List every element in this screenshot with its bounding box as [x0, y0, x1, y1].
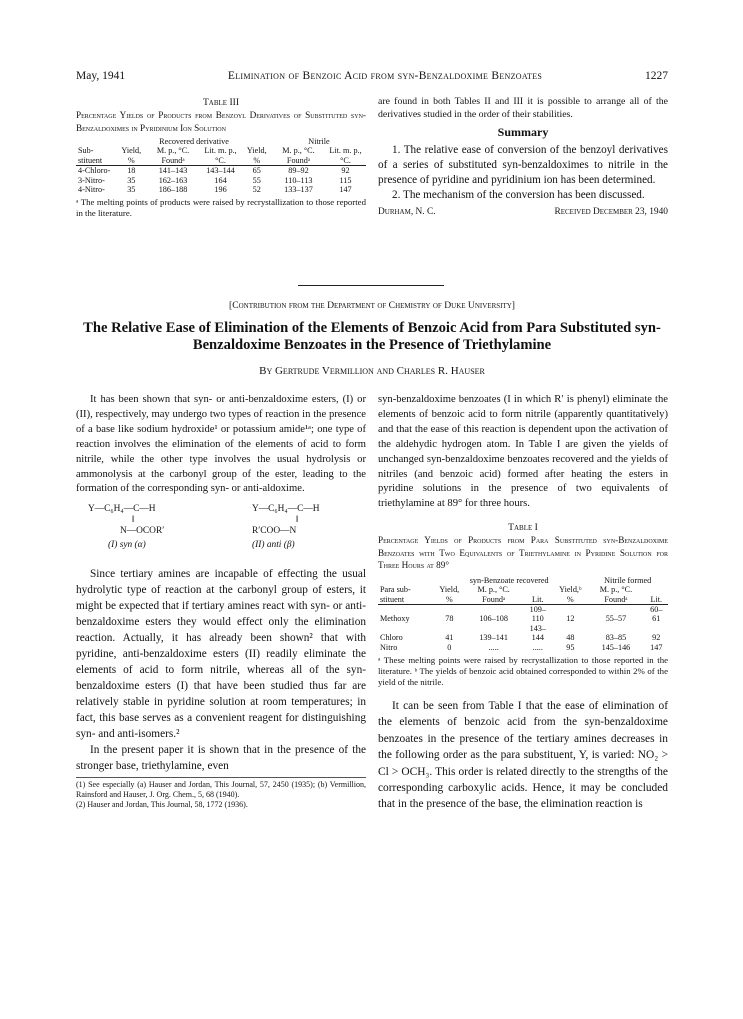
table-cell: 55	[252, 175, 261, 185]
formula-i-top: Y—C₆H₄—C—H	[88, 504, 156, 515]
table-i-col-header: M. p., °C. Foundᵃ	[465, 585, 522, 604]
table-cell: 35	[127, 175, 136, 185]
table-i-col-header: Lit.	[522, 585, 553, 604]
table-cell: 147	[650, 642, 663, 652]
signoff-place: Durham, N. C.	[378, 206, 436, 217]
table-i-footnote: ᵃ These melting points were raised by recrystallization to those reported in the literature. ᵇ The yields of benzoic acid obtained corresponded to within 2% of the yield of the nitrile.	[378, 655, 668, 687]
table-cell: 4-Chloro-	[78, 166, 111, 176]
table-iii-group-nitrile: Nitrile	[308, 137, 330, 146]
table-cell: 52	[252, 185, 261, 195]
table-i-col-header: Yield, %	[434, 585, 466, 604]
table-cell: 18	[127, 166, 136, 176]
summary-item: 2. The mechanism of the conversion has been discussed.	[392, 188, 645, 201]
table-row	[378, 604, 668, 623]
formula-ii-label: (II) anti (β)	[252, 540, 295, 551]
table-cell: 92	[652, 633, 661, 643]
table-cell: 48	[566, 633, 575, 643]
table-cell: 109–110	[529, 604, 546, 624]
table-cell: 89–92	[288, 166, 309, 176]
table-iii-caption: Table III	[202, 97, 240, 108]
table-cell: 196	[214, 185, 227, 195]
table-cell: 41	[445, 633, 454, 643]
table-i-group-recovered: syn-Benzoate recovered	[469, 575, 549, 585]
table-cell: 162–163	[158, 175, 188, 185]
table-iii-col-header: Sub-stituent	[76, 146, 116, 165]
table-cell: 143–144	[206, 166, 235, 176]
table-i-col-header: Lit.	[645, 585, 668, 604]
page-header	[76, 70, 668, 82]
table-cell: 147	[339, 185, 352, 195]
table-iii	[76, 137, 366, 194]
table-cell: 65	[252, 166, 261, 176]
summary-heading: Summary	[497, 125, 549, 139]
footnote: (1) See especially (a) Hauser and Jordan, This Journal, 57, 2450 (1935); (b) Vermillion, Rainsford and Hauser, J. Org. Chem., 5, 68 (1940).	[76, 780, 366, 799]
body-paragraph: In the present paper it is shown that in the presence of the stronger base, triethylamine, even	[76, 744, 366, 773]
table-i-group-nitrile: Nitrile formed	[604, 575, 652, 585]
right-column	[378, 393, 668, 813]
table-cell: .....	[532, 642, 543, 652]
table-cell: 78	[445, 614, 454, 624]
formula-ii-top: Y—C₆H₄—C—H	[252, 504, 320, 515]
table-cell: 106–108	[479, 614, 508, 624]
table-cell: 12	[566, 614, 575, 624]
body-paragraph: It has been shown that syn- or anti-benzaldoxime esters, (I) or (II), respectively, may undergo two types of reaction in the presence of a base like sodium hydroxide¹ or potassium amide¹ᵃ; one type of reaction involves the elimination of the elements of acid to form nitrile, while the other type involves the usual hydrolysis or ammonolysis at the carbonyl group of the ester, leading to the formation of the corresponding syn- or anti-aldoxime.	[76, 394, 366, 495]
table-i	[378, 576, 668, 652]
header-running-title: Elimination of Benzoic Acid from syn-Benzaldoxime Benzoates	[227, 70, 543, 82]
table-cell: 145–146	[601, 642, 631, 652]
formula-i-bond: ‖	[132, 515, 135, 526]
table-i-col-header: Yield,ᵇ %	[553, 585, 587, 604]
table-iii-col-header: Yield, %	[116, 146, 146, 165]
table-cell: 83–85	[605, 633, 627, 643]
table-iii-col-header: Lit. m. p., °C.	[200, 146, 242, 165]
left-column	[76, 393, 366, 809]
table-cell: 141–143	[158, 166, 188, 176]
table-cell: 186–188	[158, 185, 188, 195]
table-cell: 3-Nitro-	[78, 175, 105, 185]
article-title: The Relative Ease of Elimination of the Elements of Benzoic Acid from Para Substituted syn-Benzaldoxime Benzoates in the Presence of Triethylamine	[83, 320, 661, 353]
body-paragraph: syn-benzaldoxime benzoates (I in which R′ is phenyl) eliminate the elements of benzoic acid to form nitrile (apparently quantitatively) and that the ease of this reaction is dependent upon the activation of the aldehydic hydrogen atom. In Table I are given the yields of unchanged syn-benzaldoxime benzoates recovered and the yields of nitriles (and benzoic acid) formed after heating the esters in pyridine solutions in the presence of two equivalents of triethylamine at 89° for three hours.	[378, 394, 668, 510]
footnote: (2) Hauser and Jordan, This Journal, 58, 1772 (1936).	[76, 799, 248, 809]
table-cell: Nitro	[380, 642, 398, 652]
table-cell: 115	[339, 175, 352, 185]
table-row	[76, 166, 366, 176]
table-row	[76, 176, 366, 185]
header-date: May, 1941	[76, 70, 126, 82]
table-cell: Methoxy	[380, 614, 410, 624]
table-cell: 0	[447, 642, 452, 652]
summary-item: 1. The relative ease of conversion of the benzoyl derivatives of a series of substituted syn-benzaldoximes to nitrile in the presence of pyridine and pyridinium ion has been determined.	[378, 143, 668, 186]
contribution-line: [Contribution from the Department of Chemistry of Duke University]	[229, 300, 515, 311]
table-cell: 110–113	[284, 175, 313, 185]
table-i-col-header: Para sub-stituent	[378, 585, 434, 604]
table-cell: 95	[566, 642, 575, 652]
structural-formulas	[76, 502, 366, 562]
table-iii-col-header: M. p., °C. Foundᵃ	[147, 146, 200, 165]
table-row	[378, 643, 668, 652]
header-page-number: 1227	[644, 70, 668, 82]
table-iii-col-header: Yield, %	[242, 146, 272, 165]
table-cell: 60–61	[650, 604, 663, 624]
body-paragraph: Since tertiary amines are incapable of effecting the usual hydrolytic type of reaction at the carbonyl group of esters, it might be expected that if tertiary amines react with syn- or anti-benzaldoxime esters they would effect only the elimination reaction. Actually, it has already been shown² that with pyridine, anti-benzaldoxime esters (II) readily eliminate the elements of acid to form nitrile, whereas all of the syn-benzaldoxime esters (I) that have been studied thus far are relatively stable in pyridine solution at room temperatures; in fact, this base serves as a convenient reagent for distinguishing syn- and anti-isomers.²	[76, 568, 366, 741]
table-row	[76, 185, 366, 194]
table-cell: 55–57	[605, 614, 627, 624]
formula-i-bottom: N—OCOR′	[120, 526, 165, 537]
footnotes	[76, 777, 366, 809]
table-i-subtitle: Percentage Yields of Products from Para Substituted syn-Benzaldoxime Benzoates with Two Equivalents of Triethylamine in Pyridine Solution for Three Hours at 89°	[378, 535, 668, 571]
formula-i-label: (I) syn (α)	[108, 540, 146, 551]
table-iii-col-header: Lit. m. p., °C.	[325, 146, 366, 165]
formula-ii-bond: ‖	[296, 515, 299, 526]
table-iii-block	[76, 96, 366, 219]
table-iii-footnote: ᵃ The melting points of products were raised by recrystallization to those reported in the literature.	[76, 197, 366, 219]
table-cell: 143–144	[529, 623, 546, 643]
previous-article-text: are found in both Tables II and III it is possible to arrange all of the derivatives studied in the order of their stabilities.	[378, 96, 668, 120]
table-iii-subtitle: Percentage Yields of Products from Benzoyl Derivatives of Substituted syn-Benzaldoximes in Pyridinium Ion Solution	[76, 110, 366, 133]
table-iii-col-header: M. p., °C. Foundᵃ	[272, 146, 325, 165]
table-row	[378, 624, 668, 643]
body-paragraph: It can be seen from Table I that the ease of elimination of the elements of benzoic acid from the syn-benzaldoxime benzoates in the presence of the tertiary amines decreases in the following order as the para substituent, Y, is varied: NO₂ > Cl > OCH₃. This order is related directly to the strengths of the corresponding carboxylic acids. Hence, it may be concluded that in the presence of the base, the elimination reaction is	[378, 700, 668, 811]
table-cell: 164	[214, 175, 227, 185]
divider-rule	[298, 285, 444, 286]
table-cell: 139–141	[479, 633, 508, 643]
formula-ii-bottom: R′COO—N	[252, 526, 297, 537]
table-cell: 133–137	[284, 185, 313, 195]
table-cell: Chloro	[380, 633, 403, 643]
summary-block	[378, 96, 668, 220]
byline: By Gertrude Vermillion and Charles R. Hauser	[259, 365, 485, 377]
table-i-caption: Table I	[508, 522, 538, 534]
article-signoff	[378, 205, 668, 220]
signoff-received: Received December 23, 1940	[554, 206, 668, 217]
table-iii-group-recovered: Recovered derivative	[159, 137, 229, 146]
table-cell: 4-Nitro-	[78, 185, 105, 195]
table-i-col-header: M. p., °C. Foundᵃ	[587, 585, 644, 604]
table-cell: 35	[127, 185, 136, 195]
table-cell: 92	[341, 166, 350, 176]
table-cell: .....	[488, 642, 499, 652]
